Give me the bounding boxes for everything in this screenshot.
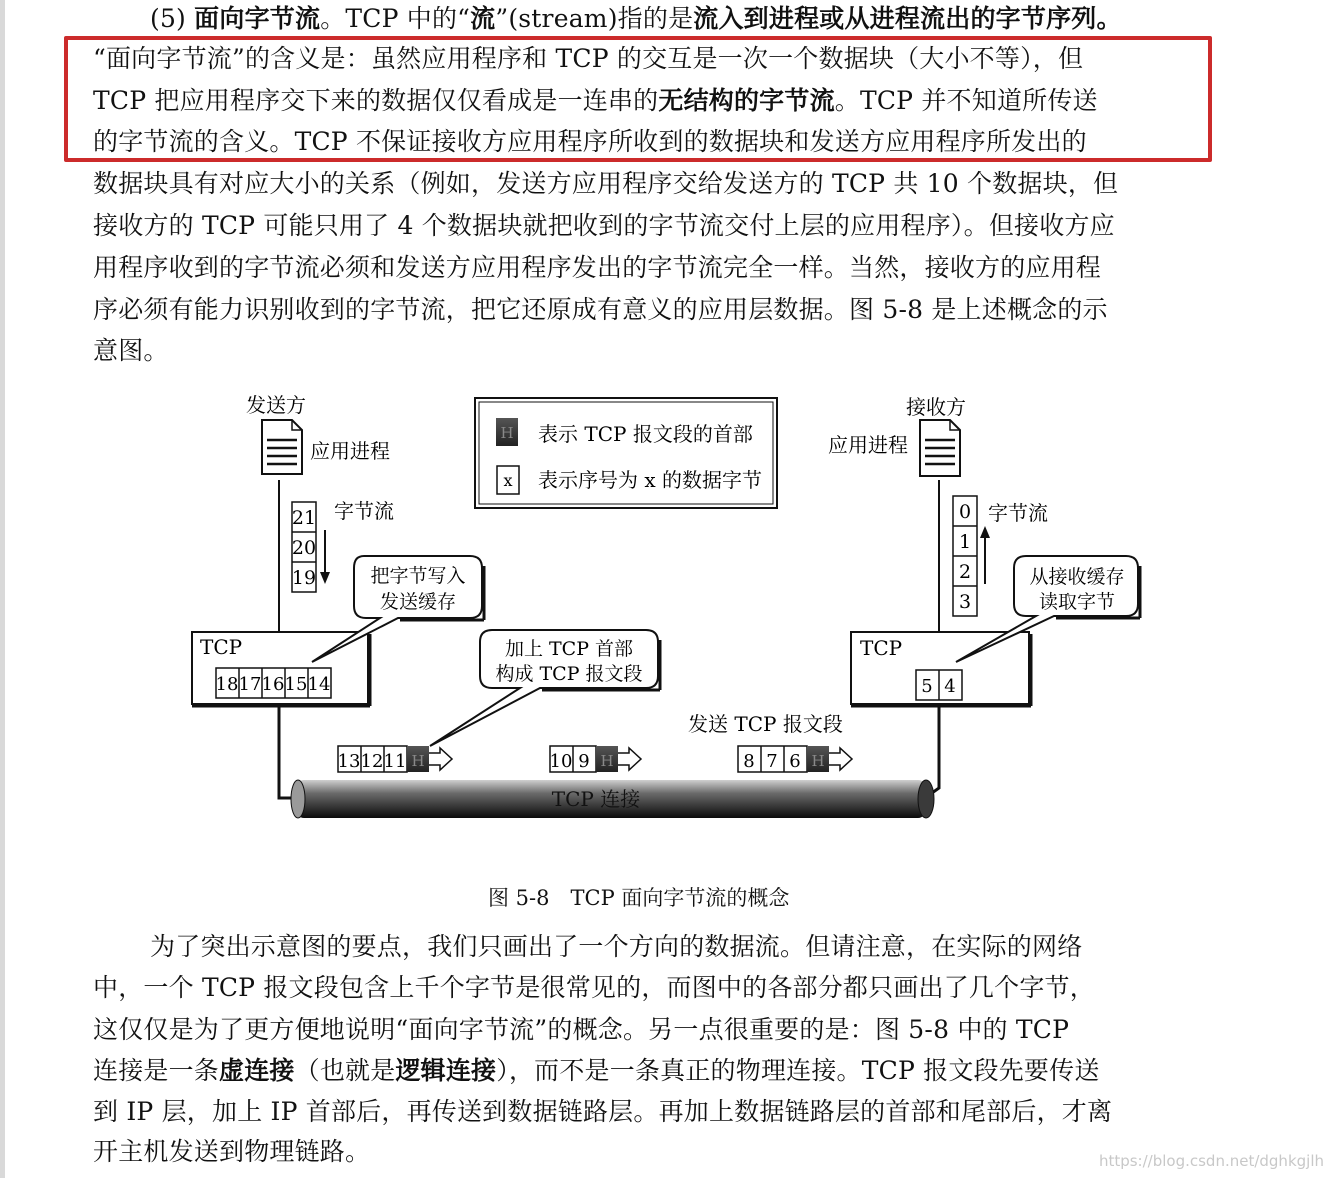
sender-buffer-byte: 18	[215, 674, 239, 695]
text-line-13: 连接是一条虚连接（也就是逻辑连接），而不是一条真正的物理连接。TCP 报文段先要传送	[93, 1056, 1100, 1085]
tcp-connection-label: TCP 连接	[551, 787, 641, 811]
segment-byte: 13	[337, 751, 361, 772]
sender-buffer-byte: 16	[261, 674, 285, 695]
sender-document-icon	[262, 420, 302, 474]
send-segment-label: 发送 TCP 报文段	[688, 712, 843, 736]
segment-byte: 10	[549, 751, 573, 772]
svg-text:把字节写入: 把字节写入	[370, 565, 466, 587]
svg-text:从接收缓存: 从接收缓存	[1029, 566, 1125, 588]
text-line-7: 用程序收到的字节流必须和发送方应用程序发出的字节流完全一样。当然，接收方的应用程	[93, 253, 1102, 282]
figure-caption: 图 5-8 TCP 面向字节流的概念	[488, 886, 790, 910]
sender-stream-cells	[292, 502, 316, 592]
receiver-stream-byte: 2	[958, 561, 972, 583]
receiver-stream-byte: 0	[958, 501, 972, 523]
bubble-add-tcp-header	[430, 630, 660, 746]
bubble-write-send-buffer	[312, 556, 484, 662]
sender-buffer-byte: 15	[284, 674, 308, 695]
text-line-3: TCP 把应用程序交下来的数据仅仅看成是一连串的无结构的字节流。TCP 并不知道所传送	[93, 86, 1098, 115]
receiver-stream-byte: 3	[958, 591, 972, 613]
sender-stream-byte: 20	[291, 537, 317, 559]
byte-stream-diagram	[0, 380, 1334, 850]
receiver-stream-cells	[953, 496, 977, 616]
receiver-app-process-label: 应用进程	[828, 433, 908, 457]
sender-stream-byte: 21	[291, 507, 317, 529]
text-line-12: 这仅仅是为了更方便地说明“面向字节流”的概念。另一点很重要的是：图 5-8 中的 TCP	[93, 1015, 1070, 1044]
tcp-segment-2	[550, 746, 641, 772]
legend-header-text: 表示 TCP 报文段的首部	[538, 422, 753, 446]
receiver-tcp-label: TCP	[860, 636, 903, 660]
segment-byte: 11	[383, 751, 407, 772]
sender-stream-byte: 19	[291, 567, 317, 589]
receiver-stream-byte: 1	[958, 531, 972, 553]
svg-text:加上 TCP 首部: 加上 TCP 首部	[504, 638, 634, 660]
legend-h-label: H	[500, 424, 514, 442]
text-line-2: “面向字节流”的含义是：虽然应用程序和 TCP 的交互是一次一个数据块（大小不等），但	[93, 44, 1084, 73]
text-line-15: 开主机发送到物理链路。	[93, 1137, 371, 1166]
svg-text:H: H	[411, 752, 425, 770]
segment-byte: 9	[578, 751, 590, 772]
svg-text:H: H	[600, 752, 614, 770]
receiver-tcp-box	[851, 632, 1031, 706]
sender-app-process-label: 应用进程	[310, 439, 390, 463]
receiver-buffer-byte: 4	[944, 676, 956, 697]
sender-buffer-byte: 17	[238, 674, 262, 695]
red-highlight-box	[64, 36, 1212, 162]
receiver-label: 接收方	[906, 395, 966, 419]
segment-byte: 7	[766, 751, 778, 772]
svg-text:H: H	[811, 752, 825, 770]
text-line-11: 中，一个 TCP 报文段包含上千个字节是很常见的，而图中的各部分都只画出了几个字节，	[93, 973, 1095, 1002]
receiver-document-icon	[920, 420, 960, 476]
text-line-5: 数据块具有对应大小的关系（例如，发送方应用程序交给发送方的 TCP 共 10 个数据块，但	[93, 169, 1119, 198]
receiver-buffer-byte: 5	[921, 676, 933, 697]
segment-byte: 8	[743, 751, 755, 772]
sender-tcp-label: TCP	[200, 635, 243, 659]
tcp-segment-3	[738, 746, 852, 772]
text-line-14: 到 IP 层，加上 IP 首部后，再传送到数据链路层。再加上数据链路层的首部和尾部后，才离	[93, 1097, 1113, 1126]
sender-byte-stream-label: 字节流	[334, 499, 394, 523]
text-line-1: (5) 面向字节流。TCP 中的“流”(stream)指的是流入到进程或从进程流出的字节序列。	[150, 4, 1122, 33]
text-line-8: 序必须有能力识别收到的字节流，把它还原成有意义的应用层数据。图 5-8 是上述概念的示	[93, 295, 1108, 324]
watermark: https://blog.csdn.net/dghkgjlh	[1098, 1152, 1324, 1170]
segment-byte: 6	[789, 751, 801, 772]
text-line-6: 接收方的 TCP 可能只用了 4 个数据块就把收到的字节流交付上层的应用程序）。但接收方应	[93, 211, 1115, 240]
legend-x-label: x	[503, 471, 513, 490]
sender-buffer-byte: 14	[307, 674, 331, 695]
segment-byte: 12	[360, 751, 384, 772]
legend	[475, 398, 777, 508]
tcp-segment-1	[338, 746, 452, 772]
svg-text:构成 TCP 报文段: 构成 TCP 报文段	[495, 663, 643, 685]
svg-text:读取字节: 读取字节	[1038, 591, 1116, 613]
text-line-4: 的字节流的含义。TCP 不保证接收方应用程序所收到的数据块和发送方应用程序所发出的	[93, 127, 1087, 156]
legend-seq-text: 表示序号为 x 的数据字节	[538, 468, 762, 492]
svg-text:发送缓存: 发送缓存	[379, 591, 457, 613]
receiver-byte-stream-label: 字节流	[988, 501, 1048, 525]
sender-label: 发送方	[246, 393, 306, 417]
text-line-10: 为了突出示意图的要点，我们只画出了一个方向的数据流。但请注意，在实际的网络	[150, 932, 1083, 961]
text-line-9: 意图。	[93, 336, 169, 365]
bubble-read-receive-buffer	[956, 556, 1140, 662]
